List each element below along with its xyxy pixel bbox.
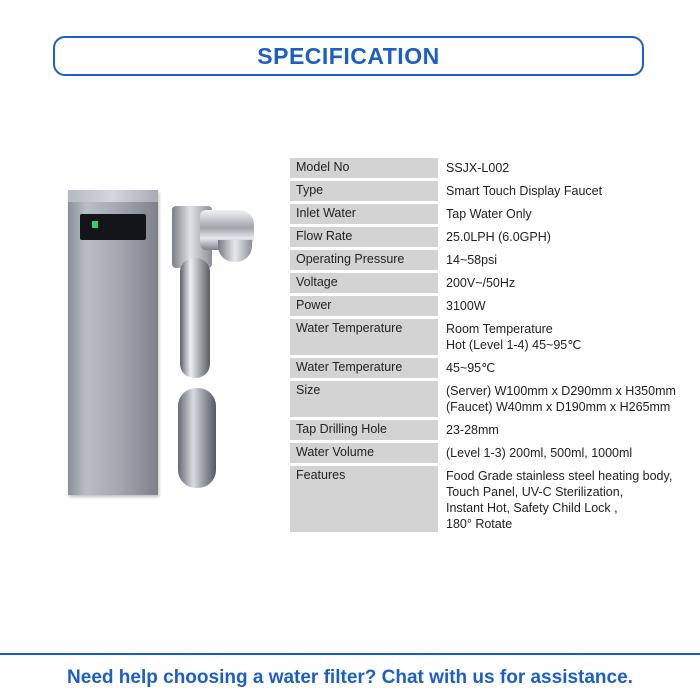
spec-value [438,204,685,224]
spec-value [438,381,685,417]
spec-value [438,181,685,201]
spec-label: Model No [290,158,438,178]
spec-row [290,420,685,440]
spec-value-line: Touch Panel, UV-C Sterilization, [446,485,624,499]
product-image [60,188,270,508]
spec-row [290,204,685,224]
spec-label: Type [290,181,438,201]
spec-label: Features [290,466,438,532]
spec-value [438,296,685,316]
spec-row [290,158,685,178]
spec-row [290,181,685,201]
spec-value [438,227,685,247]
spec-value-line: SSJX-L002 [446,161,510,175]
spec-value-line: Hot (Level 1-4) 45~95℃ [446,338,582,352]
spec-label: Power [290,296,438,316]
spec-value-line: (Level 1-3) 200ml, 500ml, 1000ml [446,446,633,460]
spec-value-line: 45~95℃ [446,361,496,375]
spec-value [438,358,685,378]
spec-value-line: (Server) W100mm x D290mm x H350mm [446,384,676,398]
faucet-spout [218,240,252,262]
help-chat-message[interactable]: Need help choosing a water filter? Chat with us for assistance. [67,666,633,688]
spec-value [438,466,685,532]
spec-label: Tap Drilling Hole [290,420,438,440]
spec-label: Water Volume [290,443,438,463]
touch-display [80,214,146,240]
spec-table [290,158,685,535]
spec-value-line: Food Grade stainless steel heating body, [446,469,673,483]
spec-label: Voltage [290,273,438,293]
spec-row [290,466,685,532]
spec-row [290,443,685,463]
footer-banner [0,653,700,700]
spec-value [438,250,685,270]
server-unit [68,190,158,495]
spec-value [438,273,685,293]
faucet-base [178,388,216,488]
spec-value-line: Tap Water Only [446,207,532,221]
spec-row [290,227,685,247]
spec-value-line: 3100W [446,299,486,313]
spec-label: Water Temperature [290,358,438,378]
spec-label: Water Temperature [290,319,438,355]
spec-label: Operating Pressure [290,250,438,270]
spec-value [438,158,685,178]
spec-value-line: 200V~/50Hz [446,276,516,290]
spec-value [438,319,685,355]
faucet-body [180,258,210,378]
spec-row [290,381,685,417]
spec-value [438,420,685,440]
spec-label: Size [290,381,438,417]
spec-row [290,273,685,293]
spec-label: Inlet Water [290,204,438,224]
spec-value-line: (Faucet) W40mm x D190mm x H265mm [446,400,671,414]
spec-value-line: Smart Touch Display Faucet [446,184,603,198]
header-banner [53,36,644,76]
spec-value-line: Instant Hot, Safety Child Lock , [446,501,618,515]
spec-row [290,250,685,270]
spec-label: Flow Rate [290,227,438,247]
spec-value-line: 14~58psi [446,253,498,267]
spec-value-line: 180° Rotate [446,517,513,531]
spec-value-line: 25.0LPH (6.0GPH) [446,230,551,244]
spec-value-line: Room Temperature [446,322,553,336]
spec-row [290,319,685,355]
spec-value-line: 23-28mm [446,423,499,437]
page-title: SPECIFICATION [257,42,440,69]
spec-row [290,358,685,378]
spec-value [438,443,685,463]
display-indicator-icon [92,221,98,228]
spec-row [290,296,685,316]
